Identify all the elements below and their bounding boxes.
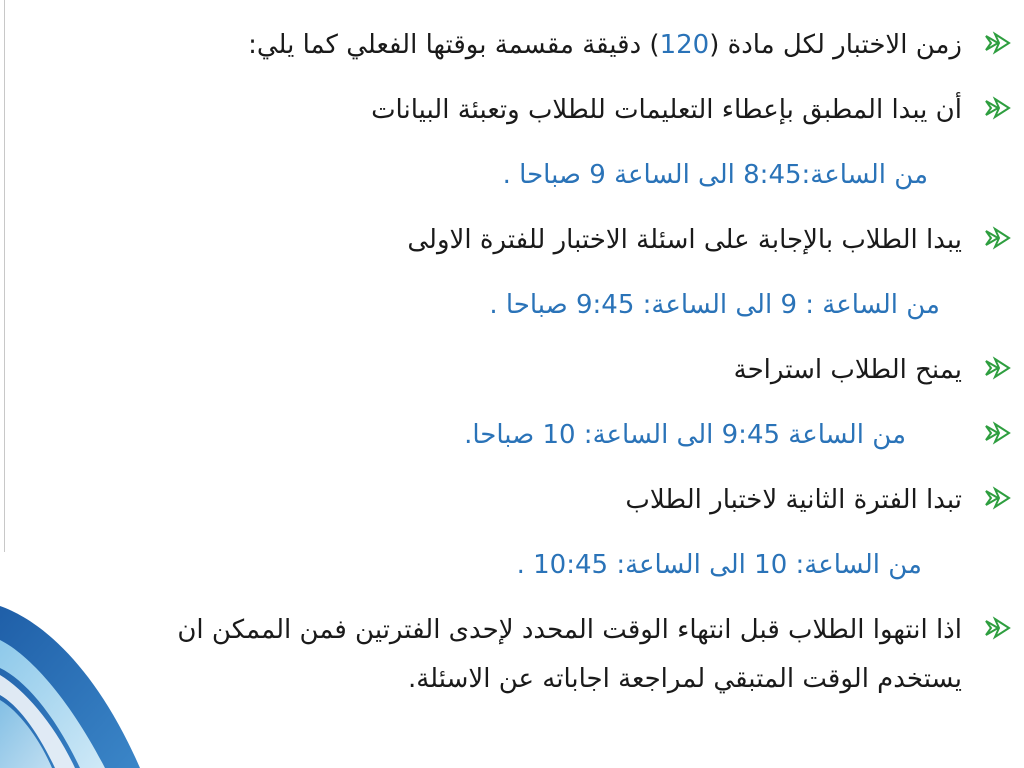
bullet-2-text: أن يبدا المطبق بإعطاء التعليمات للطلاب وتعبئة البيانات (371, 95, 962, 125)
time-range-1: من الساعة:8:45 الى الساعة 9 صباحا . (502, 160, 928, 190)
checkmark-arrow-icon (982, 418, 1012, 448)
checkmark-arrow-icon (982, 483, 1012, 513)
bullet-1-text: زمن الاختبار لكل مادة (120) دقيقة مقسمة بوقتها الفعلي كما يلي: (248, 30, 962, 60)
checkmark-arrow-icon (982, 613, 1012, 643)
time-range-2: من الساعة : 9 الى الساعة: 9:45 صباحا . (489, 290, 940, 320)
bullet-7-text-line-1: اذا انتهوا الطلاب قبل انتهاء الوقت المحدد لإحدى الفترتين فمن الممكن ان (177, 615, 962, 645)
bullet-3-text: يبدا الطلاب بالإجابة على اسئلة الاختبار للفترة الاولى (407, 225, 962, 255)
bullet-6-text: تبدا الفترة الثانية لاختبار الطلاب (625, 485, 962, 515)
checkmark-arrow-icon (982, 28, 1012, 58)
time-range-4: من الساعة: 10 الى الساعة: 10:45 . (516, 550, 922, 580)
bullet-4-text: يمنح الطلاب استراحة (733, 355, 962, 385)
bullet-7-text-line-2: يستخدم الوقت المتبقي لمراجعة اجاباته عن الاسئلة. (407, 664, 962, 694)
checkmark-arrow-icon (982, 353, 1012, 383)
checkmark-arrow-icon (982, 93, 1012, 123)
checkmark-arrow-icon (982, 223, 1012, 253)
time-range-3: من الساعة 9:45 الى الساعة: 10 صباحا. (464, 420, 906, 450)
